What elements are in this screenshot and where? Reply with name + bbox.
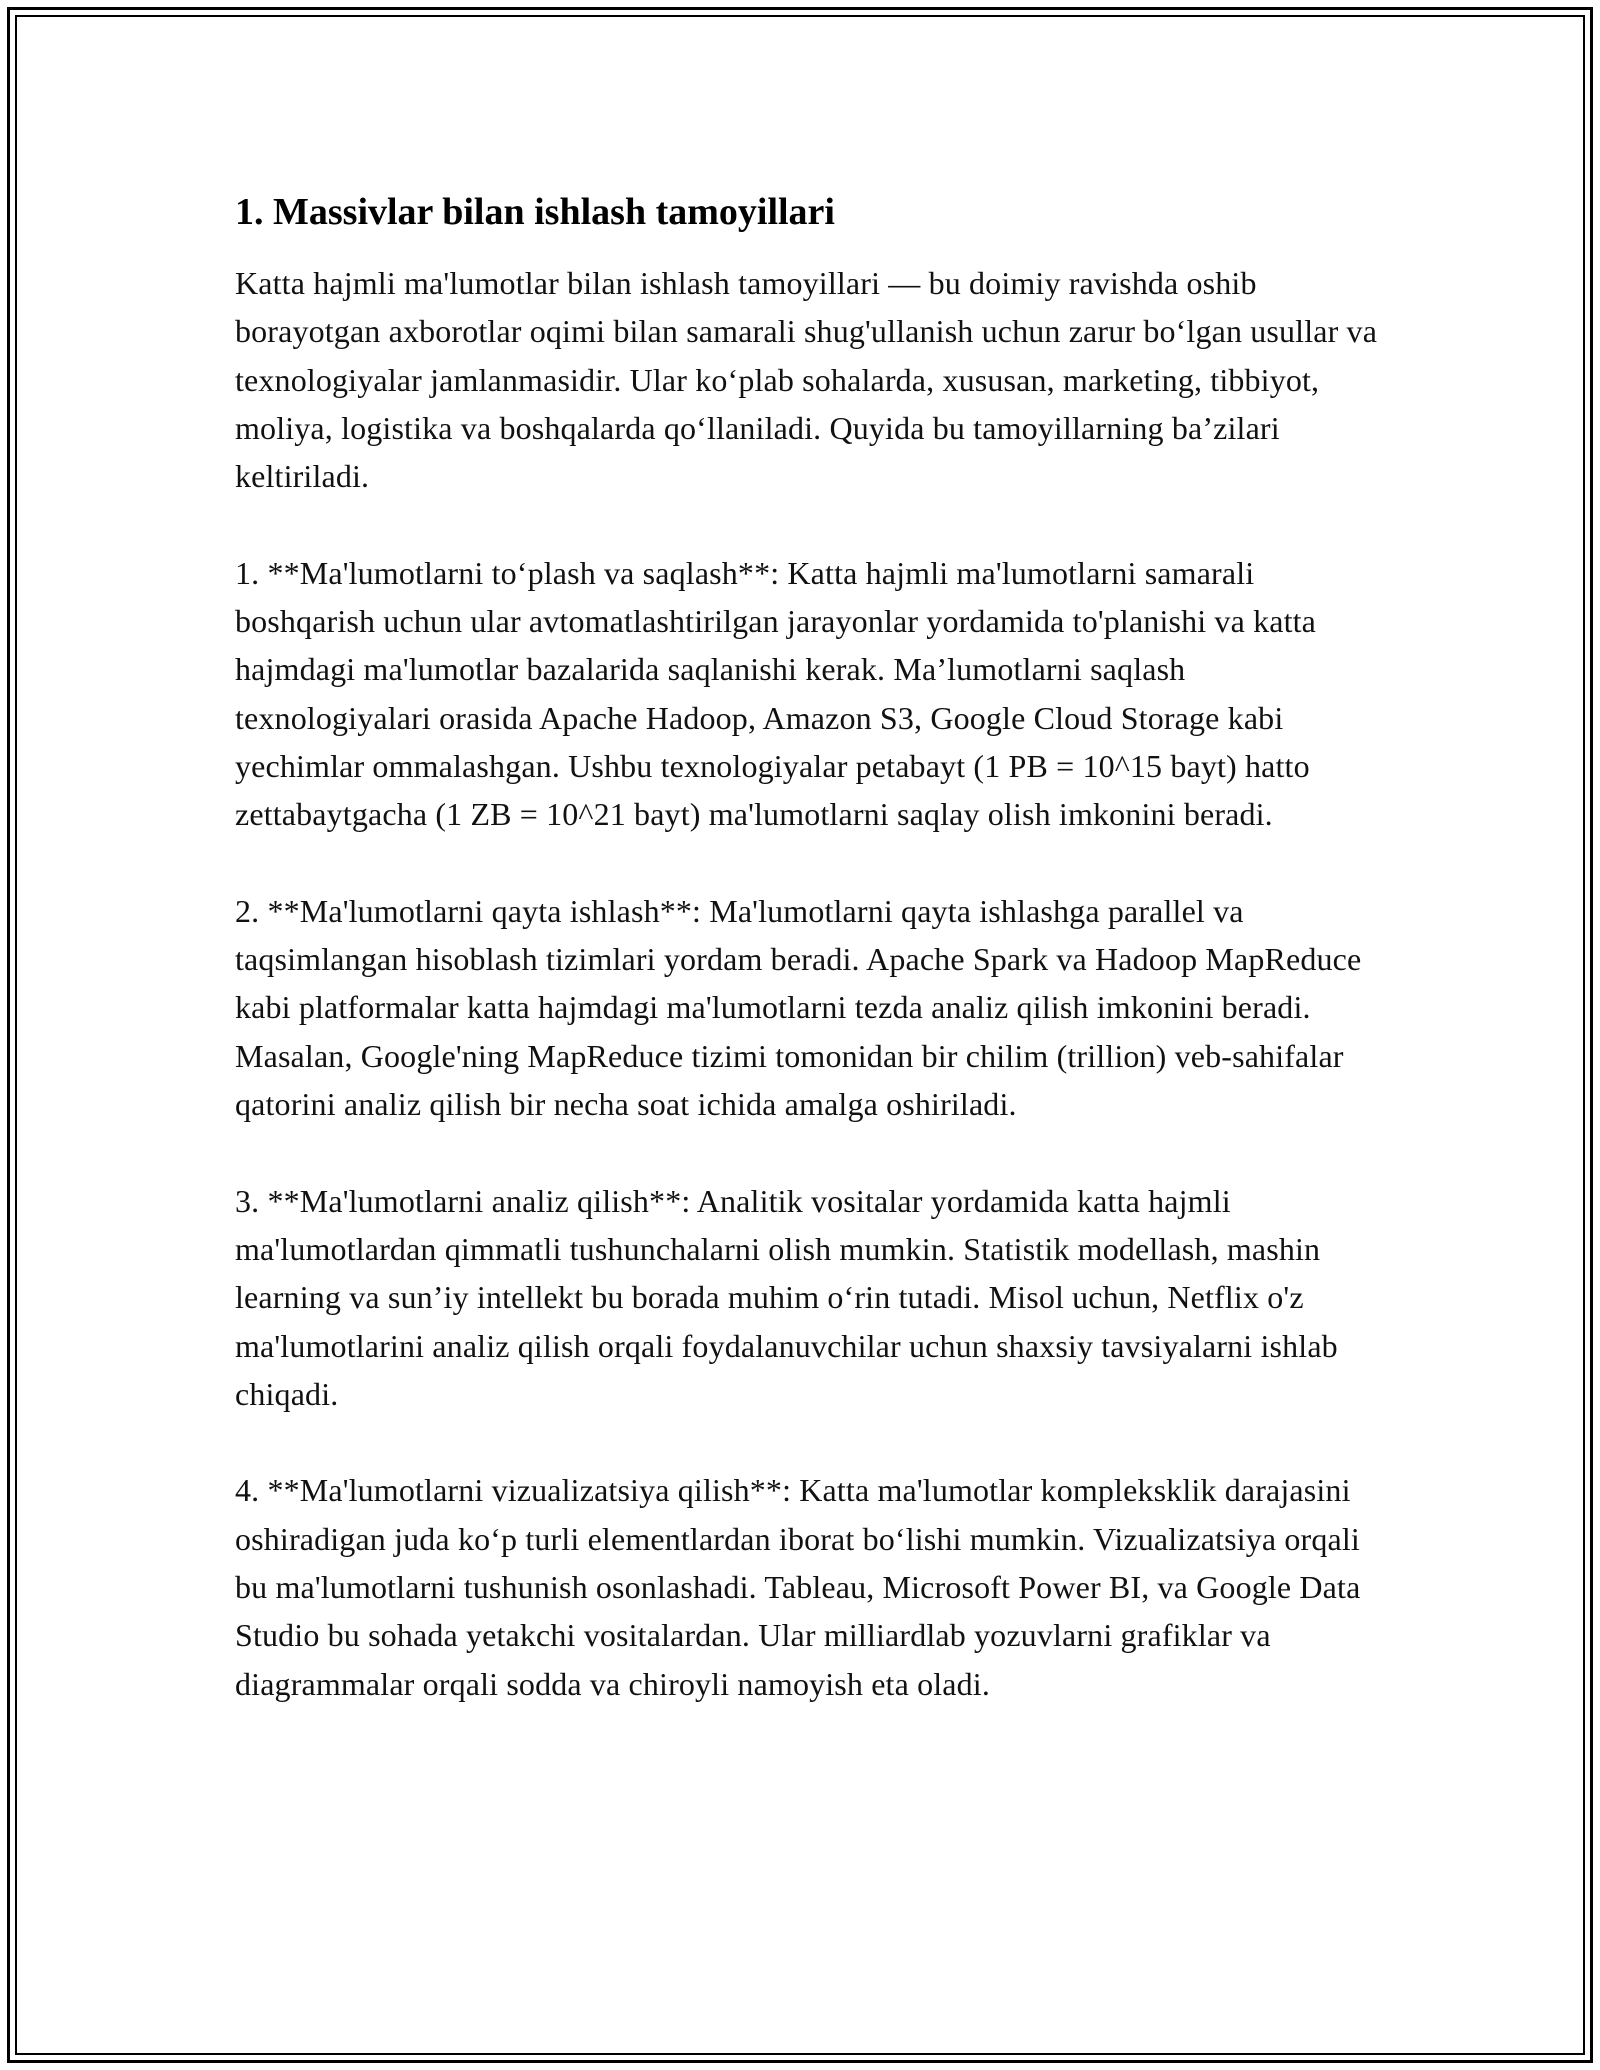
section-heading: 1. Massivlar bilan ishlash tamoyillari	[235, 191, 835, 233]
list-item-visualization: 4. **Ma'lumotlarni vizualizatsiya qilish**: Katta ma'lumotlar kompleksklik darajasini oshiradigan juda ko‘p turli elementlardan iborat bo‘lishi mumkin. Vizualizatsiya orqali bu ma'lumotlarni tushunish osonlashadi. Tableau, Microsoft Power BI, va Google Data Studio bu sohada yetakchi vositalardan. Ular milliardlab yozuvlarni grafiklar va diagrammalar orqali sodda va chiroyli namoyish eta oladi.	[235, 1472, 1361, 1702]
intro-paragraph: Katta hajmli ma'lumotlar bilan ishlash tamoyillari — bu doimiy ravishda oshib borayotgan axborotlar oqimi bilan samarali shug'ullanish uchun zarur bo‘lgan usullar va texnologiyalar jamlanmasidir. Ular ko‘plab sohalarda, xususan, marketing, tibbiyot, moliya, logistika va boshqalarda qo‘llaniladi. Quyida bu tamoyillarning ba’zilari keltiriladi.	[235, 265, 1378, 495]
list-item-analysis: 3. **Ma'lumotlarni analiz qilish**: Analitik vositalar yordamida katta hajmli ma'lumotlardan qimmatli tushunchalarni olish mumkin. Statistik modellash, mashin learning va sun’iy intellekt bu borada muhim o‘rin tutadi. Misol uchun, Netflix o'z ma'lumotlarini analiz qilish orqali foydalanuvchilar uchun shaxsiy tavsiyalarni ishlab chiqadi.	[235, 1182, 1338, 1412]
list-item-processing: 2. **Ma'lumotlarni qayta ishlash**: Ma'lumotlarni qayta ishlashga parallel va taqsimlangan hisoblash tizimlari yordam beradi. Apache Spark va Hadoop MapReduce kabi platformalar katta hajmdagi ma'lumotlarni tezda analiz qilish imkonini beradi. Masalan, Google'ning MapReduce tizimi tomonidan bir chilim (trillion) veb-sahifalar qatorini analiz qilish bir necha soat ichida amalga oshiriladi.	[235, 892, 1362, 1123]
document-body	[235, 188, 1385, 1756]
list-item-storage: 1. **Ma'lumotlarni to‘plash va saqlash**: Katta hajmli ma'lumotlarni samarali boshqarish uchun ular avtomatlashtirilgan jarayonlar yordamida to'planishi va katta hajmdagi ma'lumotlar bazalarida saqlanishi kerak. Ma’lumotlarni saqlash texnologiyalari orasida Apache Hadoop, Amazon S3, Google Cloud Storage kabi yechimlar ommalashgan. Ushbu texnologiyalar petabayt (1 PB = 10^15 bayt) hatto zettabaytgacha (1 ZB = 10^21 bayt) ma'lumotlarni saqlay olish imkonini beradi.	[235, 554, 1317, 833]
